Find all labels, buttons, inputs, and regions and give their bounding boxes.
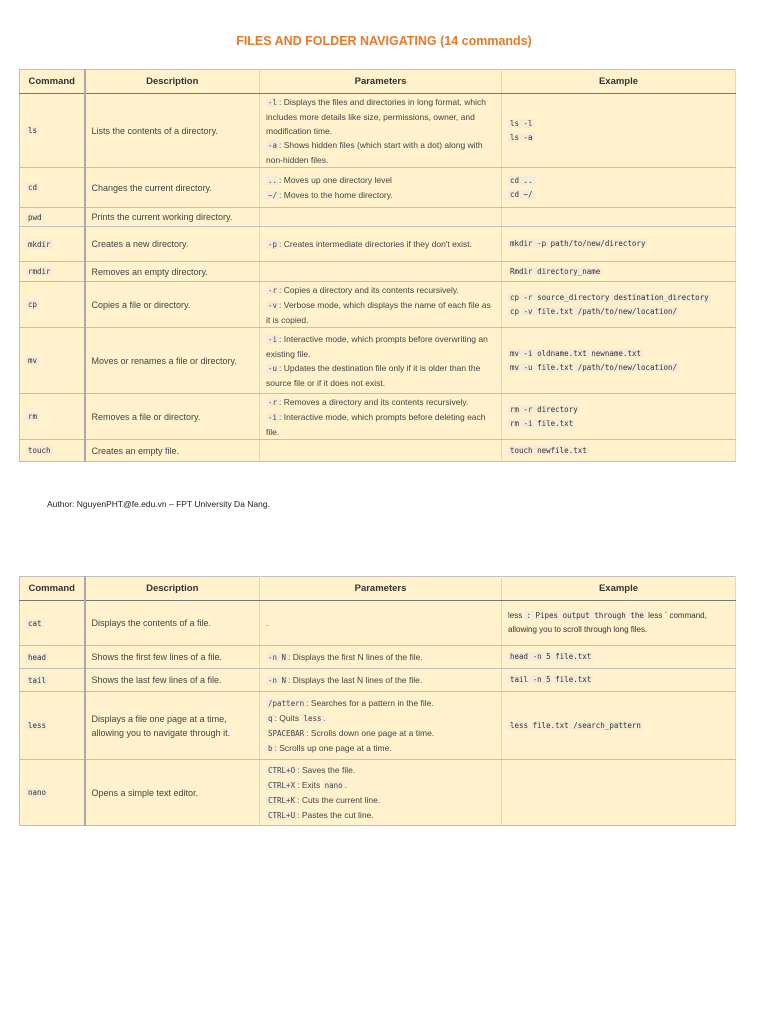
- description-cell: Creates a new directory.: [85, 227, 260, 262]
- parameter-command: less: [303, 713, 322, 723]
- parameter-line: [266, 793, 495, 808]
- parameter-line: [266, 361, 495, 390]
- example-line: [508, 237, 729, 251]
- parameter-flag: -n N: [268, 652, 287, 662]
- parameter-text: : Shows hidden files (which start with a dot) along with non-hidden files.: [266, 139, 483, 165]
- parameters-cell: [260, 601, 502, 646]
- parameter-line: [266, 138, 495, 167]
- table-header-row: [20, 70, 736, 94]
- command-name: cd: [28, 183, 38, 192]
- parameter-text: : Cuts the current line.: [297, 794, 381, 805]
- example-line: [508, 188, 729, 202]
- table-row: [20, 282, 736, 328]
- table-row: [20, 208, 736, 227]
- example-code: head -n 5 file.txt: [510, 652, 592, 661]
- example-cell: [502, 669, 736, 692]
- parameter-text: : Searches for a pattern in the file.: [306, 697, 434, 708]
- example-cell: [502, 208, 736, 227]
- example-cell: [502, 227, 736, 262]
- parameters-cell: [260, 328, 502, 394]
- description-cell: Removes a file or directory.: [85, 394, 260, 440]
- example-segment: less: [508, 611, 523, 620]
- description-cell: Moves or renames a file or directory.: [85, 328, 260, 394]
- parameter-text: : Quits: [274, 712, 302, 723]
- parameter-text: : Pastes the cut line.: [297, 809, 374, 820]
- header-description: Description: [85, 577, 260, 601]
- example-cell: [502, 760, 736, 826]
- command-name: cat: [28, 618, 42, 628]
- description-cell: Displays a file one page at a time, allowing you to navigate through it.: [85, 692, 260, 760]
- parameter-line: [266, 188, 495, 203]
- parameter-text: : Updates the destination file only if it is older than the source file or if it does not exist.: [266, 362, 481, 388]
- parameter-line: [266, 763, 495, 778]
- table-row: [20, 669, 736, 692]
- parameter-text: : Creates intermediate directories if they don't exist.: [279, 238, 472, 249]
- parameter-text: : Displays the files and directories in long format, which includes more details like size, permissions, owner, and modification time.: [266, 96, 486, 136]
- parameter-flag: -l: [268, 97, 278, 107]
- parameter-flag: q: [268, 713, 273, 723]
- command-name: cp: [28, 300, 38, 309]
- example-line: [508, 361, 729, 375]
- table-row: [20, 692, 736, 760]
- example-code: rm -r directory: [510, 404, 578, 414]
- example-cell: [502, 94, 736, 168]
- commands-table-2: [19, 576, 736, 826]
- description-cell: Shows the first few lines of a file.: [85, 646, 260, 669]
- command-cell: [20, 394, 85, 440]
- page-title: FILES AND FOLDER NAVIGATING (14 commands): [236, 34, 532, 48]
- parameter-flag: ..: [268, 175, 278, 185]
- example-code: cp -v file.txt /path/to/new/location/: [510, 306, 678, 316]
- parameter-flag: -r: [268, 285, 278, 295]
- example-cell: [502, 440, 736, 462]
- command-name: nano: [28, 788, 47, 797]
- table-row: [20, 646, 736, 669]
- parameter-command: nano: [324, 780, 343, 790]
- parameter-line: [266, 395, 495, 410]
- parameter-line: [266, 298, 495, 327]
- example-cell: [502, 601, 736, 646]
- description-cell: Prints the current working directory.: [85, 208, 260, 227]
- parameter-text: : Interactive mode, which prompts before deleting each file.: [266, 411, 486, 437]
- example-cell: [502, 646, 736, 669]
- example-line: [508, 305, 729, 319]
- header-parameters: Parameters: [260, 70, 502, 94]
- description-cell: Lists the contents of a directory.: [85, 94, 260, 168]
- parameter-line: [266, 673, 495, 688]
- parameter-line: [266, 711, 495, 726]
- parameter-line: [266, 741, 495, 756]
- example-code: Rmdir directory_name: [510, 266, 601, 276]
- example-code: tail -n 5 file.txt: [510, 675, 592, 684]
- example-segment: less: [648, 611, 663, 620]
- example-cell: [502, 692, 736, 760]
- description-cell: Creates an empty file.: [85, 440, 260, 462]
- parameter-flag: -v: [268, 300, 278, 310]
- parameter-line: [266, 726, 495, 741]
- parameter-text: : Moves up one directory level: [279, 174, 392, 185]
- example-code: ls -l: [510, 118, 533, 128]
- parameter-flag: b: [268, 743, 273, 753]
- parameter-text: : Exits: [297, 779, 323, 790]
- command-cell: [20, 328, 85, 394]
- parameter-line: [266, 650, 495, 665]
- example-code: mv -i oldname.txt newname.txt: [510, 348, 641, 358]
- parameters-cell: [260, 94, 502, 168]
- parameters-cell: [260, 262, 502, 282]
- parameters-cell: [260, 227, 502, 262]
- parameter-text: : Interactive mode, which prompts before overwriting an existing file.: [266, 333, 488, 359]
- parameter-text: : Displays the first N lines of the file.: [288, 651, 423, 662]
- parameter-flag: CTRL+U: [268, 810, 296, 820]
- parameter-flag: -p: [268, 239, 278, 249]
- parameter-text: : Saves the file.: [297, 764, 356, 775]
- command-name: less: [28, 721, 47, 730]
- table-row: [20, 394, 736, 440]
- command-cell: [20, 227, 85, 262]
- parameter-line: [266, 616, 495, 630]
- parameter-flag: SPACEBAR: [268, 728, 305, 738]
- example-code: touch newfile.txt: [510, 445, 587, 455]
- command-cell: [20, 440, 85, 462]
- parameter-text: : Removes a directory and its contents recursively.: [279, 396, 469, 407]
- command-cell: [20, 94, 85, 168]
- command-cell: [20, 692, 85, 760]
- table-row: [20, 94, 736, 168]
- example-line: [508, 174, 729, 188]
- parameter-flag: -n N: [268, 675, 287, 685]
- example-cell: [502, 328, 736, 394]
- description-cell: Shows the last few lines of a file.: [85, 669, 260, 692]
- table-row: [20, 601, 736, 646]
- example-line: [508, 291, 729, 305]
- command-name: touch: [28, 446, 51, 455]
- command-name: mv: [28, 356, 38, 365]
- parameter-text: : Displays the last N lines of the file.: [288, 674, 423, 685]
- example-line: [508, 673, 729, 687]
- parameter-line: [266, 696, 495, 711]
- parameters-cell: [260, 669, 502, 692]
- example-line: [508, 131, 729, 145]
- example-code: mv -u file.txt /path/to/new/location/: [510, 362, 678, 372]
- header-parameters: Parameters: [260, 577, 502, 601]
- command-name: pwd: [28, 212, 42, 222]
- command-name: ls: [28, 126, 38, 135]
- table-row: [20, 227, 736, 262]
- example-line: [508, 719, 729, 733]
- example-line: [508, 403, 729, 417]
- command-name: rmdir: [28, 267, 51, 276]
- parameter-text: : Moves to the home directory.: [279, 189, 393, 200]
- commands-table-1: [19, 69, 736, 462]
- parameter-flag: -u: [268, 363, 278, 373]
- description-cell: Opens a simple text editor.: [85, 760, 260, 826]
- parameter-flag: CTRL+O: [268, 765, 296, 775]
- parameters-cell: [260, 760, 502, 826]
- example-line: [508, 650, 729, 664]
- parameter-tail: .: [344, 779, 348, 790]
- command-cell: [20, 262, 85, 282]
- parameter-tail: .: [323, 712, 326, 723]
- parameter-text: : Verbose mode, which displays the name of each file as it is copied.: [266, 299, 491, 325]
- command-cell: [20, 646, 85, 669]
- parameters-cell: [260, 692, 502, 760]
- header-example: Example: [502, 70, 736, 94]
- command-name: mkdir: [28, 239, 51, 249]
- command-cell: [20, 760, 85, 826]
- example-segment: ` command, allowing you to scroll through long files.: [508, 611, 707, 634]
- parameter-line: [266, 237, 495, 252]
- example-line: [508, 117, 729, 131]
- example-code: less file.txt /search_pattern: [510, 720, 641, 730]
- table-row: [20, 440, 736, 462]
- parameter-flag: CTRL+K: [268, 795, 296, 805]
- parameter-line: [266, 95, 495, 138]
- parameter-line: [266, 778, 495, 793]
- command-name: tail: [28, 675, 47, 685]
- header-example: Example: [502, 577, 736, 601]
- parameter-text: : Scrolls down one page at a time.: [306, 727, 435, 738]
- example-line: [508, 417, 729, 431]
- example-code: cd ..: [510, 175, 533, 185]
- command-cell: [20, 282, 85, 328]
- parameter-flag: -i: [268, 334, 278, 344]
- parameter-flag: -r: [268, 397, 278, 407]
- parameters-cell: [260, 646, 502, 669]
- command-name: head: [28, 652, 47, 662]
- header-command: Command: [20, 577, 85, 601]
- table-row: [20, 168, 736, 208]
- example-code: ls -a: [510, 132, 533, 142]
- parameter-line: [266, 410, 495, 439]
- parameters-cell: [260, 394, 502, 440]
- command-cell: [20, 669, 85, 692]
- table-row: [20, 760, 736, 826]
- command-cell: [20, 601, 85, 646]
- table-row: [20, 262, 736, 282]
- description-cell: Copies a file or directory.: [85, 282, 260, 328]
- example-cell: [502, 168, 736, 208]
- example-cell: [502, 262, 736, 282]
- description-cell: Displays the contents of a file.: [85, 601, 260, 646]
- example-code: mkdir -p path/to/new/directory: [510, 239, 646, 248]
- header-description: Description: [85, 70, 260, 94]
- command-name: rm: [28, 412, 38, 421]
- parameter-flag: -a: [268, 140, 278, 150]
- parameters-cell: [260, 208, 502, 227]
- description-cell: Removes an empty directory.: [85, 262, 260, 282]
- example-code: rm -i file.txt: [510, 418, 574, 428]
- example-code: cd ~/: [510, 189, 533, 199]
- author-note: Author: NguyenPHT@fe.edu.vn – FPT University Da Nang.: [47, 499, 270, 509]
- parameter-flag: /pattern: [268, 698, 305, 708]
- header-command: Command: [20, 70, 85, 94]
- parameter-text: : Copies a directory and its contents recursively.: [279, 284, 459, 295]
- example-code: cp -r source_directory destination_directory: [510, 292, 709, 302]
- example-line: [508, 347, 729, 361]
- table-row: [20, 328, 736, 394]
- description-cell: Changes the current directory.: [85, 168, 260, 208]
- parameter-flag: CTRL+X: [268, 780, 296, 790]
- parameters-cell: [260, 440, 502, 462]
- command-cell: [20, 208, 85, 227]
- parameter-flag: ~/: [268, 190, 278, 200]
- parameter-line: [266, 283, 495, 298]
- parameter-line: [266, 808, 495, 823]
- parameter-line: [266, 332, 495, 361]
- example-cell: [502, 282, 736, 328]
- example-cell: [502, 394, 736, 440]
- table-header-row: [20, 577, 736, 601]
- example-line: [508, 265, 729, 279]
- parameter-text: .: [266, 618, 269, 628]
- parameter-flag: -i: [268, 412, 278, 422]
- parameter-text: : Scrolls up one page at a time.: [274, 742, 392, 753]
- parameter-line: [266, 173, 495, 188]
- example-segment: : Pipes output through the: [526, 611, 644, 620]
- command-cell: [20, 168, 85, 208]
- example-line: [508, 444, 729, 458]
- parameters-cell: [260, 282, 502, 328]
- parameters-cell: [260, 168, 502, 208]
